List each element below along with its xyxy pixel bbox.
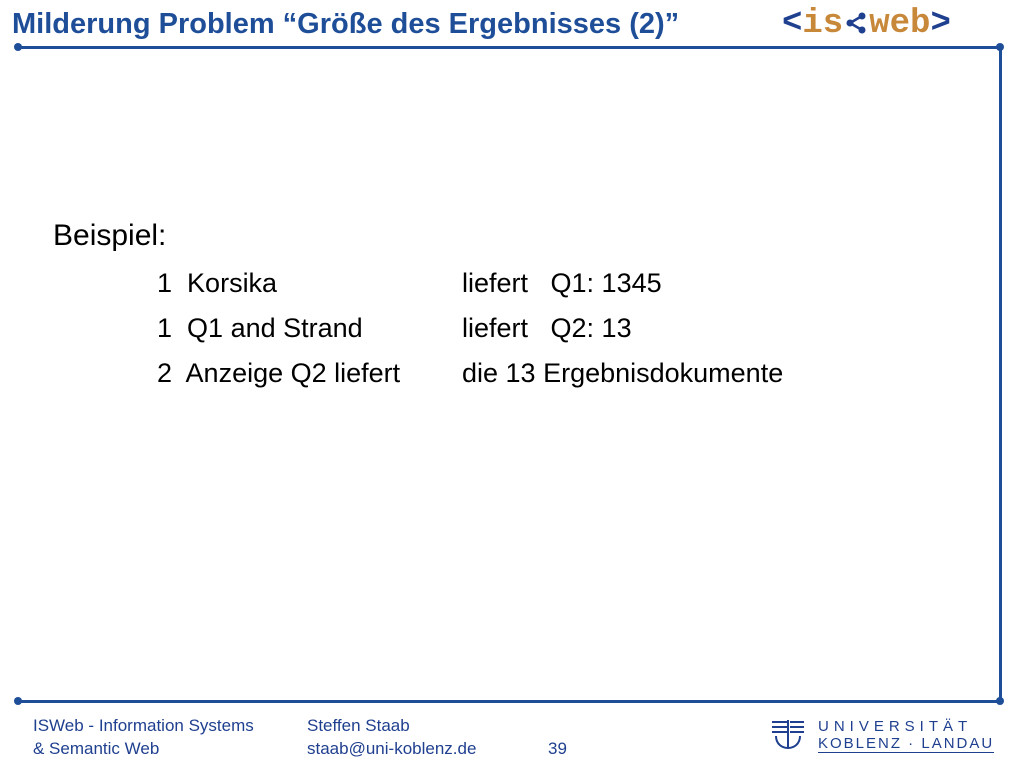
university-name-line1: UNIVERSITÄT: [818, 718, 973, 735]
university-emblem-icon: [768, 716, 808, 758]
footer-org-line1: ISWeb - Information Systems: [33, 716, 254, 735]
top-left-dot: [14, 43, 22, 51]
footer-email: staab@uni-koblenz.de: [307, 739, 477, 758]
university-name-line2: KOBLENZ · LANDAU: [818, 735, 995, 752]
logo-open-bracket: <: [782, 5, 803, 43]
page-number: 39: [548, 739, 567, 758]
share-node-icon: [845, 12, 867, 34]
logo-text-is: is: [802, 5, 844, 43]
row-result-label: liefert Q2: 13: [462, 313, 632, 343]
example-heading: Beispiel:: [53, 219, 167, 252]
footer-org-line2: & Semantic Web: [33, 739, 160, 758]
logo-text-web: web: [869, 5, 931, 43]
footer-author: Steffen Staab: [307, 716, 410, 735]
row-query-label: 1 Korsika: [157, 268, 278, 298]
right-rule: [999, 46, 1002, 702]
row-query-label: 1 Q1 and Strand: [157, 313, 363, 343]
bottom-right-dot: [996, 697, 1004, 705]
isweb-logo: [782, 4, 951, 44]
slide-title: Milderung Problem “Größe des Ergebnisses (2)”: [12, 8, 680, 40]
top-rule: [18, 46, 1000, 49]
row-result-label: die 13 Ergebnisdokumente: [462, 358, 784, 388]
row-result-label: liefert Q1: 1345: [462, 268, 662, 298]
bottom-rule: [18, 700, 1000, 703]
bottom-left-dot: [14, 697, 22, 705]
row-query-label: 2 Anzeige Q2 liefert: [157, 358, 401, 388]
logo-close-bracket: >: [930, 5, 951, 43]
